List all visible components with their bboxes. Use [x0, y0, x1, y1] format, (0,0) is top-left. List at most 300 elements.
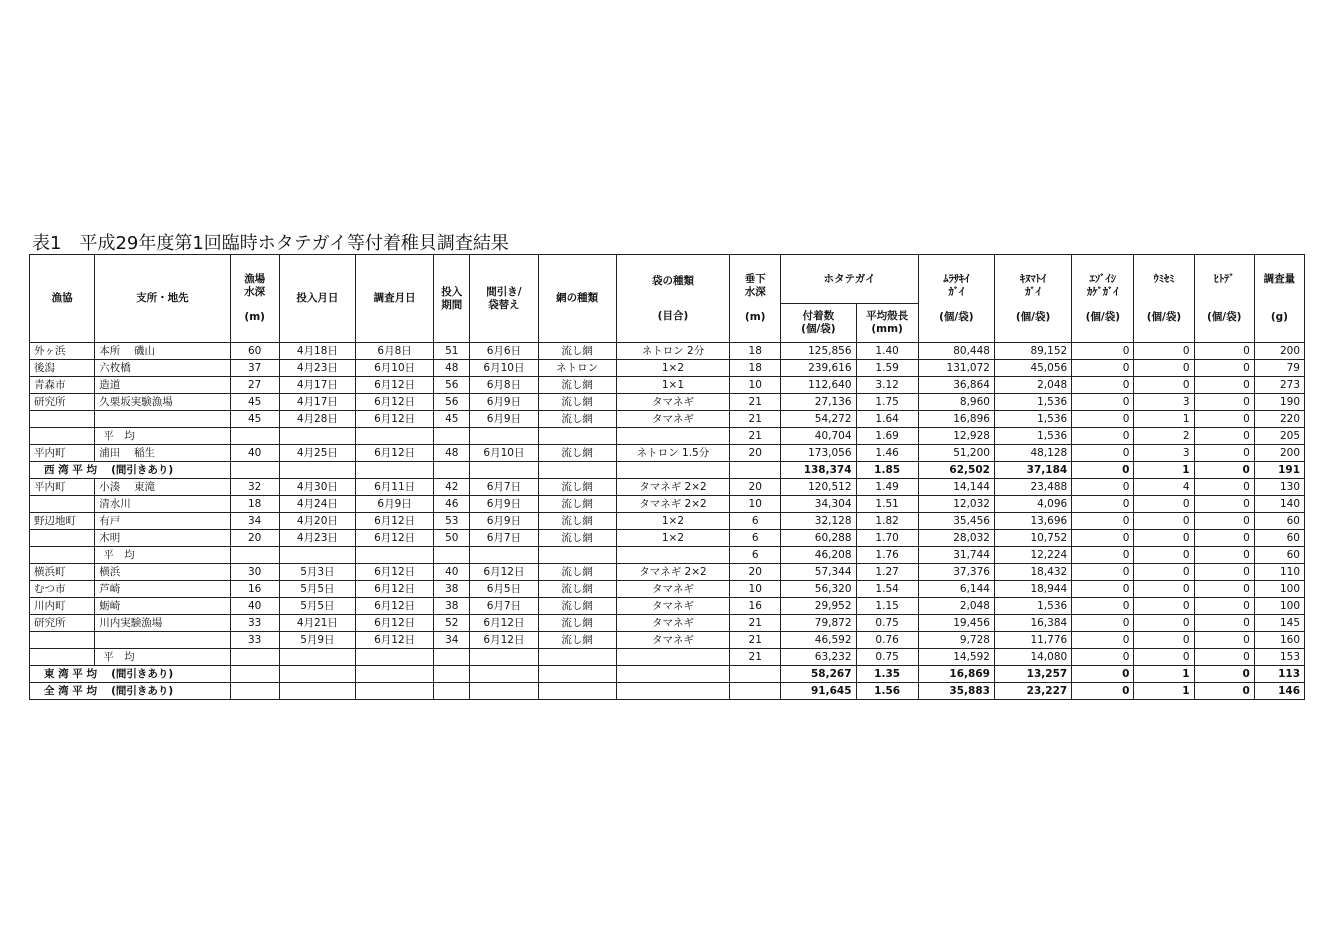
table-cell: 4月20日: [279, 513, 355, 530]
table-cell: 0.76: [856, 632, 918, 649]
table-row: [30, 360, 1305, 377]
header-kinu-unit: (個/袋): [1015, 311, 1051, 323]
table-cell: 小湊 東滝: [95, 479, 230, 496]
table-cell: 8,960: [918, 394, 994, 411]
table-cell: [30, 530, 95, 547]
table-cell: 113: [1254, 666, 1304, 683]
table-cell: 120,512: [781, 479, 856, 496]
table-cell: 平内町: [30, 479, 95, 496]
table-cell: 久栗坂実験漁場: [95, 394, 230, 411]
table-cell: 27: [230, 377, 279, 394]
table-cell: 0: [1134, 615, 1194, 632]
table-row: [30, 615, 1305, 632]
table-cell: 0: [1072, 479, 1134, 496]
table-cell: 0: [1072, 462, 1134, 479]
table-cell: 6: [730, 513, 781, 530]
table-cell: 0: [1134, 513, 1194, 530]
header-mabiki-l2: 袋替え: [488, 298, 520, 311]
table-cell: [356, 547, 434, 564]
table-row: [30, 598, 1305, 615]
table-cell: 0: [1072, 615, 1134, 632]
table-cell: 1.35: [856, 666, 918, 683]
table-cell: 79,872: [781, 615, 856, 632]
table-cell: 浦田 稲生: [95, 445, 230, 462]
empty-cell: [616, 666, 729, 683]
table-cell: 6月12日: [470, 632, 538, 649]
table-cell: 0: [1134, 632, 1194, 649]
table-cell: 220: [1254, 411, 1304, 428]
table-cell: 0: [1072, 598, 1134, 615]
table-cell: タマネギ 2×2: [616, 564, 729, 581]
header-mabiki: [470, 255, 538, 343]
table-cell: 37,184: [994, 462, 1071, 479]
table-cell: 1.69: [856, 428, 918, 445]
table-cell: 34: [230, 513, 279, 530]
table-cell: 10,752: [994, 530, 1071, 547]
table-row: [30, 428, 1305, 445]
empty-cell: [230, 462, 279, 479]
table-cell: 36,864: [918, 377, 994, 394]
empty-cell: [434, 666, 470, 683]
table-cell: 6月10日: [470, 360, 538, 377]
table-cell: 4月17日: [279, 377, 355, 394]
table-row: [30, 377, 1305, 394]
table-cell: 1×2: [616, 530, 729, 547]
table-cell: 6月12日: [356, 615, 434, 632]
table-cell: 1,536: [994, 411, 1071, 428]
table-cell: 40: [230, 445, 279, 462]
header-umisemi-l1: ｳﾐｾﾐ: [1153, 273, 1175, 285]
table-cell: 0: [1134, 598, 1194, 615]
table-cell: 60: [230, 343, 279, 360]
table-cell: 100: [1254, 581, 1304, 598]
table-cell: 14,080: [994, 649, 1071, 666]
header-fuchaku: [781, 304, 856, 343]
table-cell: 1.46: [856, 445, 918, 462]
table-cell: 50: [434, 530, 470, 547]
table-cell: 流し網: [538, 581, 616, 598]
table-cell: 16,896: [918, 411, 994, 428]
table-cell: 0: [1072, 683, 1134, 700]
table-cell: むつ市: [30, 581, 95, 598]
table-cell: 35,456: [918, 513, 994, 530]
table-cell: [356, 428, 434, 445]
table-cell: 80,448: [918, 343, 994, 360]
table-row: [30, 496, 1305, 513]
table-cell: 3: [1134, 445, 1194, 462]
table-cell: 12,928: [918, 428, 994, 445]
table-cell: 4月18日: [279, 343, 355, 360]
table-cell: [30, 496, 95, 513]
table-cell: 21: [730, 411, 781, 428]
table-cell: 19,456: [918, 615, 994, 632]
table-cell: 6月12日: [356, 445, 434, 462]
table-cell: 10: [730, 377, 781, 394]
table-cell: 流し網: [538, 530, 616, 547]
table-cell: 5月3日: [279, 564, 355, 581]
header-fukuro-unit: (目合): [657, 309, 689, 322]
table-cell: ネトロン: [538, 360, 616, 377]
header-kikan-l1: 投入: [441, 285, 463, 298]
table-cell: 1×2: [616, 513, 729, 530]
empty-cell: [230, 683, 279, 700]
table-cell: 14,592: [918, 649, 994, 666]
table-cell: 6月9日: [470, 496, 538, 513]
table-cell: 木明: [95, 530, 230, 547]
table-cell: タマネギ: [616, 581, 729, 598]
table-cell: [538, 649, 616, 666]
table-cell: 20: [730, 479, 781, 496]
header-ami: 網の種類: [538, 255, 616, 343]
table-cell: 28,032: [918, 530, 994, 547]
table-cell: 89,152: [994, 343, 1071, 360]
empty-cell: [730, 462, 781, 479]
table-cell: 0: [1194, 530, 1254, 547]
table-cell: 6月9日: [356, 496, 434, 513]
table-cell: 52: [434, 615, 470, 632]
table-cell: 200: [1254, 343, 1304, 360]
table-cell: 34: [434, 632, 470, 649]
table-cell: 0: [1194, 598, 1254, 615]
table-cell: 芦崎: [95, 581, 230, 598]
table-row: [30, 632, 1305, 649]
table-cell: 6月10日: [356, 360, 434, 377]
table-cell: 流し網: [538, 445, 616, 462]
table-cell: 6月7日: [470, 530, 538, 547]
table-cell: 145: [1254, 615, 1304, 632]
table-cell: 0: [1194, 666, 1254, 683]
table-cell: 清水川: [95, 496, 230, 513]
table-cell: 6月9日: [470, 513, 538, 530]
table-cell: 1.54: [856, 581, 918, 598]
table-cell: 0: [1194, 683, 1254, 700]
table-cell: 6,144: [918, 581, 994, 598]
table-cell: 平 均: [95, 428, 230, 445]
table-cell: 流し網: [538, 598, 616, 615]
header-kikan: [434, 255, 470, 343]
header-kinu-l2: ｶﾞｲ: [1025, 286, 1041, 298]
header-kinu: [994, 255, 1071, 343]
table-cell: 110: [1254, 564, 1304, 581]
table-cell: 46: [434, 496, 470, 513]
table-cell: [30, 428, 95, 445]
table-cell: タマネギ: [616, 598, 729, 615]
empty-cell: [538, 462, 616, 479]
header-chosa: 調査月日: [356, 255, 434, 343]
table-cell: 蛎崎: [95, 598, 230, 615]
table-row: [30, 445, 1305, 462]
table-cell: 21: [730, 649, 781, 666]
table-cell: タマネギ 2×2: [616, 496, 729, 513]
table-cell: 146: [1254, 683, 1304, 700]
table-cell: 2,048: [994, 377, 1071, 394]
header-murasaki: [918, 255, 994, 343]
empty-cell: [470, 666, 538, 683]
table-row: [30, 343, 1305, 360]
table-cell: 川内実験漁場: [95, 615, 230, 632]
table-cell: 6月12日: [356, 530, 434, 547]
table-cell: 0: [1072, 411, 1134, 428]
table-cell: 6月12日: [470, 564, 538, 581]
table-cell: 横浜: [95, 564, 230, 581]
table-header: [30, 255, 1305, 343]
table-cell: 21: [730, 394, 781, 411]
table-cell: [230, 428, 279, 445]
table-cell: 100: [1254, 598, 1304, 615]
table-cell: 273: [1254, 377, 1304, 394]
table-cell: 平内町: [30, 445, 95, 462]
table-cell: 後潟: [30, 360, 95, 377]
empty-cell: [616, 683, 729, 700]
table-cell: [279, 547, 355, 564]
table-cell: 6月5日: [470, 581, 538, 598]
header-ezo-unit: (個/袋): [1085, 311, 1120, 323]
table-cell: 0: [1134, 564, 1194, 581]
header-hitode-unit: (個/袋): [1206, 311, 1242, 323]
table-cell: 56,320: [781, 581, 856, 598]
table-cell: 平 均: [95, 547, 230, 564]
table-cell: 流し網: [538, 564, 616, 581]
table-cell: 40: [434, 564, 470, 581]
header-murasaki-l1: ﾑﾗｻｷｲ: [943, 273, 970, 285]
table-cell: 10: [730, 581, 781, 598]
table-cell: 56: [434, 377, 470, 394]
table-cell: 58,267: [781, 666, 856, 683]
table-cell: 131,072: [918, 360, 994, 377]
empty-cell: [356, 683, 434, 700]
survey-results-table: [29, 254, 1305, 700]
table-cell: 54,272: [781, 411, 856, 428]
table-cell: 3: [1134, 394, 1194, 411]
table-cell: 研究所: [30, 394, 95, 411]
table-cell: 37,376: [918, 564, 994, 581]
table-cell: 2: [1134, 428, 1194, 445]
table-cell: 29,952: [781, 598, 856, 615]
empty-cell: [279, 666, 355, 683]
table-cell: 9,728: [918, 632, 994, 649]
header-suika: [730, 255, 781, 343]
table-cell: 6月12日: [470, 615, 538, 632]
table-cell: 6月12日: [356, 513, 434, 530]
table-cell: [434, 547, 470, 564]
table-cell: 1×1: [616, 377, 729, 394]
table-cell: 16,384: [994, 615, 1071, 632]
table-cell: 37: [230, 360, 279, 377]
table-cell: 6月6日: [470, 343, 538, 360]
table-cell: 1.49: [856, 479, 918, 496]
table-cell: [434, 428, 470, 445]
table-cell: 0: [1194, 632, 1254, 649]
table-cell: 1.85: [856, 462, 918, 479]
average-row: [30, 683, 1305, 700]
table-cell: 0: [1072, 343, 1134, 360]
table-cell: 5月9日: [279, 632, 355, 649]
empty-cell: [470, 462, 538, 479]
table-cell: 六枚橋: [95, 360, 230, 377]
table-cell: 6月12日: [356, 598, 434, 615]
table-cell: 33: [230, 632, 279, 649]
table-cell: 0: [1134, 343, 1194, 360]
header-kinu-l1: ｷﾇﾏﾄｲ: [1019, 273, 1047, 285]
empty-cell: [279, 683, 355, 700]
table-cell: [616, 547, 729, 564]
table-cell: 0: [1072, 377, 1134, 394]
table-cell: 流し網: [538, 513, 616, 530]
empty-cell: [434, 462, 470, 479]
table-cell: [30, 632, 95, 649]
table-cell: 21: [730, 615, 781, 632]
table-row: [30, 649, 1305, 666]
table-title: 表1 平成29年度第1回臨時ホタテガイ等付着稚貝調査結果: [32, 233, 509, 254]
table-body: [30, 343, 1305, 700]
table-cell: 6月12日: [356, 632, 434, 649]
table-cell: [95, 632, 230, 649]
table-cell: 0: [1194, 547, 1254, 564]
table-cell: [538, 547, 616, 564]
table-cell: 51,200: [918, 445, 994, 462]
table-cell: 青森市: [30, 377, 95, 394]
table-cell: 6月8日: [470, 377, 538, 394]
table-cell: 190: [1254, 394, 1304, 411]
table-cell: 48: [434, 445, 470, 462]
table-cell: 流し網: [538, 615, 616, 632]
header-kaku-l2: (mm): [871, 323, 903, 335]
table-cell: 91,645: [781, 683, 856, 700]
table-cell: 45: [434, 411, 470, 428]
table-cell: 4月23日: [279, 530, 355, 547]
table-cell: 63,232: [781, 649, 856, 666]
table-cell: 60,288: [781, 530, 856, 547]
table-cell: 4月17日: [279, 394, 355, 411]
table-cell: 1×2: [616, 360, 729, 377]
header-kaku-l1: 平均殻長: [866, 310, 909, 322]
table-cell: 6月9日: [470, 394, 538, 411]
table-row: [30, 513, 1305, 530]
header-hotate: ホタテガイ: [781, 255, 918, 304]
table-cell: 1.40: [856, 343, 918, 360]
table-cell: 0: [1194, 428, 1254, 445]
table-cell: 57,344: [781, 564, 856, 581]
table-cell: [538, 428, 616, 445]
table-cell: 18: [730, 343, 781, 360]
table-cell: [230, 547, 279, 564]
table-cell: 6: [730, 530, 781, 547]
table-cell: 流し網: [538, 377, 616, 394]
table-cell: 0: [1194, 513, 1254, 530]
table-cell: 5月5日: [279, 581, 355, 598]
table-cell: 0: [1194, 343, 1254, 360]
header-fuchaku-l2: (個/袋): [801, 323, 836, 335]
header-murasaki-unit: (個/袋): [939, 311, 974, 323]
table-cell: 125,856: [781, 343, 856, 360]
table-cell: 0: [1194, 564, 1254, 581]
table-cell: 0: [1134, 547, 1194, 564]
table-cell: 0: [1194, 496, 1254, 513]
table-cell: 18,432: [994, 564, 1071, 581]
table-cell: 造道: [95, 377, 230, 394]
table-cell: 173,056: [781, 445, 856, 462]
table-cell: 160: [1254, 632, 1304, 649]
table-row: [30, 479, 1305, 496]
table-cell: 1: [1134, 462, 1194, 479]
table-cell: 4月21日: [279, 615, 355, 632]
header-umisemi-unit: (個/袋): [1146, 311, 1182, 323]
table-cell: タマネギ: [616, 632, 729, 649]
table-cell: 56: [434, 394, 470, 411]
table-cell: 研究所: [30, 615, 95, 632]
table-cell: 0: [1134, 581, 1194, 598]
table-cell: 流し網: [538, 479, 616, 496]
table-cell: タマネギ: [616, 615, 729, 632]
table-cell: 4: [1134, 479, 1194, 496]
header-hitode-l1: ﾋﾄﾃﾞ: [1213, 273, 1235, 285]
table-cell: 21: [730, 632, 781, 649]
header-kikan-l2: 期間: [441, 298, 463, 311]
header-suishin: [230, 255, 279, 343]
table-row: [30, 394, 1305, 411]
header-murasaki-l2: ｶﾞｲ: [948, 286, 965, 298]
table-cell: 流し網: [538, 632, 616, 649]
table-cell: 0: [1194, 462, 1254, 479]
table-cell: 流し網: [538, 496, 616, 513]
table-cell: 0: [1134, 649, 1194, 666]
table-cell: 6月12日: [356, 581, 434, 598]
average-row: [30, 462, 1305, 479]
header-suishin-l1: 漁場: [244, 273, 266, 285]
table-cell: 0: [1072, 360, 1134, 377]
header-suishin-l2: 水深: [244, 286, 266, 298]
table-cell: 45: [230, 411, 279, 428]
header-mabiki-l1: 間引き/: [486, 285, 522, 298]
table-cell: [230, 649, 279, 666]
header-gyokyo: 漁協: [30, 255, 95, 343]
header-fukuro-l1: 袋の種類: [651, 274, 694, 287]
table-cell: 45: [230, 394, 279, 411]
table-cell: [470, 428, 538, 445]
table-cell: 0: [1194, 649, 1254, 666]
table-cell: 138,374: [781, 462, 856, 479]
table-cell: [30, 411, 95, 428]
header-kaku: [856, 304, 918, 343]
table-cell: 0: [1072, 530, 1134, 547]
table-cell: 200: [1254, 445, 1304, 462]
empty-cell: [279, 462, 355, 479]
table-cell: 4月25日: [279, 445, 355, 462]
table-cell: [434, 649, 470, 666]
header-umisemi: [1134, 255, 1194, 343]
table-cell: 1.82: [856, 513, 918, 530]
table-cell: 1.59: [856, 360, 918, 377]
table-cell: 横浜町: [30, 564, 95, 581]
table-cell: 野辺地町: [30, 513, 95, 530]
table-cell: 6月9日: [470, 411, 538, 428]
table-cell: 0: [1194, 394, 1254, 411]
table-cell: 0.75: [856, 615, 918, 632]
table-cell: 0: [1072, 445, 1134, 462]
table-cell: [30, 547, 95, 564]
table-cell: 130: [1254, 479, 1304, 496]
table-cell: 16: [730, 598, 781, 615]
header-juryo: [1254, 255, 1304, 343]
table-cell: 48: [434, 360, 470, 377]
table-cell: 4,096: [994, 496, 1071, 513]
table-cell: 1.51: [856, 496, 918, 513]
header-hitode: [1194, 255, 1254, 343]
header-ezo: [1072, 255, 1134, 343]
header-ezo-l2: ｶｹﾞｶﾞｲ: [1087, 286, 1119, 298]
table-cell: ネトロン 2分: [616, 343, 729, 360]
table-cell: 23,227: [994, 683, 1071, 700]
